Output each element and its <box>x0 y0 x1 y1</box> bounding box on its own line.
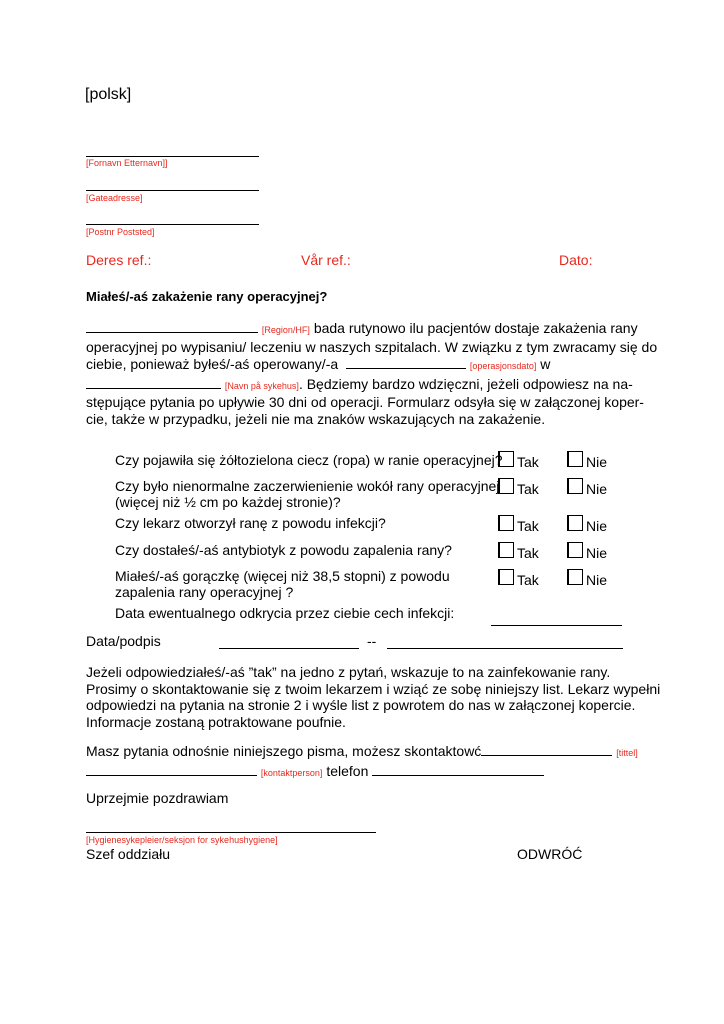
intro-line-1: bada rutynowo ilu pacjentów dostaje zakażenia rany <box>313 320 638 336</box>
letter-title: Miałeś/-aś zakażenie rany operacyjnej? <box>86 289 328 304</box>
question-3: Czy lekarz otworzył ranę z powodu infekcji? <box>115 515 386 531</box>
intro-line-3: ciebie, ponieważ byłeś/-aś operowany/-a <box>86 356 339 373</box>
question-1: Czy pojawiła się żółtozielona ciecz (ropa) w ranie operacyjnej? <box>115 452 503 468</box>
title-placeholder: [tittel] <box>616 748 638 758</box>
info-line-1: Jeżeli odpowiedziałeś/-aś ”tak” na jedno z pytań, wskazuje to na zainfekowanie rany. <box>86 664 611 680</box>
contact-person-placeholder: [kontaktperson] <box>260 767 323 778</box>
hospital-placeholder: [Navn på sykehus] <box>224 380 299 391</box>
question-2-yes-label: Tak <box>517 481 539 497</box>
question-4-no-label: Nie <box>586 545 608 561</box>
street-line <box>86 190 259 191</box>
question-4-yes-checkbox[interactable] <box>498 542 514 558</box>
question-5-yes-label: Tak <box>517 572 539 588</box>
question-4: Czy dostałeś/-aś antybiotyk z powodu zapalenia rany? <box>115 542 452 558</box>
language-tag: [polsk] <box>85 86 132 103</box>
question-5-no-label: Nie <box>586 572 608 588</box>
info-paragraph <box>86 664 660 730</box>
signature-date-field[interactable] <box>219 648 359 649</box>
question-1-no-checkbox[interactable] <box>567 451 583 467</box>
question-4-no-checkbox[interactable] <box>567 542 583 558</box>
intro-paragraph <box>86 319 658 428</box>
intro-line-5: stępujące pytania po upływie 30 dni od operacji. Formularz odsyła się w załączonej koper- <box>86 394 644 411</box>
question-1-no-label: Nie <box>586 454 608 470</box>
signature-separator: -- <box>367 633 377 649</box>
info-line-3: odpowiedzi na pytania na stronie 2 i wyśle list z powrotem do nas w załączonej kopercie. <box>86 697 636 714</box>
info-line-2: Prosimy o skontaktowanie się z twoim lekarzem i wziąć ze sobę niniejszy list. Lekarz wypełni <box>86 680 661 697</box>
turn-over-label: ODWRÓĆ <box>517 846 583 862</box>
signature-field[interactable] <box>387 648 623 649</box>
street-placeholder: [Gateadresse] <box>86 193 143 203</box>
question-5: Miałeś/-aś gorączkę (więcej niż 38,5 stopni) z powodu zapalenia rany operacyjnej ? <box>115 568 450 600</box>
signature-label: Data/podpis <box>86 633 161 649</box>
intro-line-4: . Będziemy bardzo wdzięczni, jeżeli odpowiesz na na- <box>298 375 633 392</box>
intro-line-2: operacyjnej po wypisaniu/ leczeniu w naszych szpitalach. W związku z tym zwracamy się do <box>86 338 658 355</box>
hygiene-signature-line <box>86 832 376 833</box>
intro-line-3-end: w <box>540 356 551 373</box>
question-3-yes-label: Tak <box>517 518 539 534</box>
date-reference: Dato: <box>559 252 593 268</box>
our-reference: Vår ref.: <box>301 252 351 268</box>
operation-date-placeholder: [operasjonsdato] <box>469 361 537 372</box>
intro-line-6: cie, także w przypadku, jeżeli nie ma znaków wskazujących na zakażenie. <box>86 410 546 427</box>
question-1-yes-label: Tak <box>517 454 539 470</box>
contact-line-1: Masz pytania odnośnie niniejszego pisma, możesz skontaktowć <box>86 743 482 759</box>
question-2-no-label: Nie <box>586 481 608 497</box>
question-1-yes-checkbox[interactable] <box>498 451 514 467</box>
question-2-yes-checkbox[interactable] <box>498 478 514 494</box>
question-3-no-label: Nie <box>586 518 608 534</box>
question-4-yes-label: Tak <box>517 545 539 561</box>
postal-placeholder: [Postnr Poststed] <box>86 227 155 237</box>
region-placeholder: [Region/HF] <box>261 325 310 335</box>
postal-line <box>86 224 259 225</box>
phone-field[interactable] <box>372 762 544 776</box>
question-3-no-checkbox[interactable] <box>567 515 583 531</box>
name-line <box>86 156 259 157</box>
name-placeholder: [Fornavn Etternavn]] <box>86 158 168 168</box>
your-reference: Deres ref.: <box>86 252 152 268</box>
question-3-yes-checkbox[interactable] <box>498 515 514 531</box>
info-line-4: Informacje zostaną potraktowane poufnie. <box>86 713 346 730</box>
infection-date-label: Data ewentualnego odkrycia przez ciebie cech infekcji: <box>115 605 455 621</box>
hygiene-placeholder: [Hygienesykepleier/seksjon for sykehushygiene] <box>86 835 278 845</box>
question-5-yes-checkbox[interactable] <box>498 569 514 585</box>
question-2-no-checkbox[interactable] <box>567 478 583 494</box>
contact-paragraph <box>86 742 638 781</box>
phone-label: telefon <box>326 762 369 779</box>
question-2: Czy było nienormalne zaczerwienienie wokół rany operacyjnej (więcej niż ½ cm po każdej stronie)? <box>115 478 500 510</box>
infection-date-field[interactable] <box>491 625 622 626</box>
department-head: Szef oddziału <box>86 846 171 862</box>
closing-greeting: Uprzejmie pozdrawiam <box>86 790 229 806</box>
question-5-no-checkbox[interactable] <box>567 569 583 585</box>
